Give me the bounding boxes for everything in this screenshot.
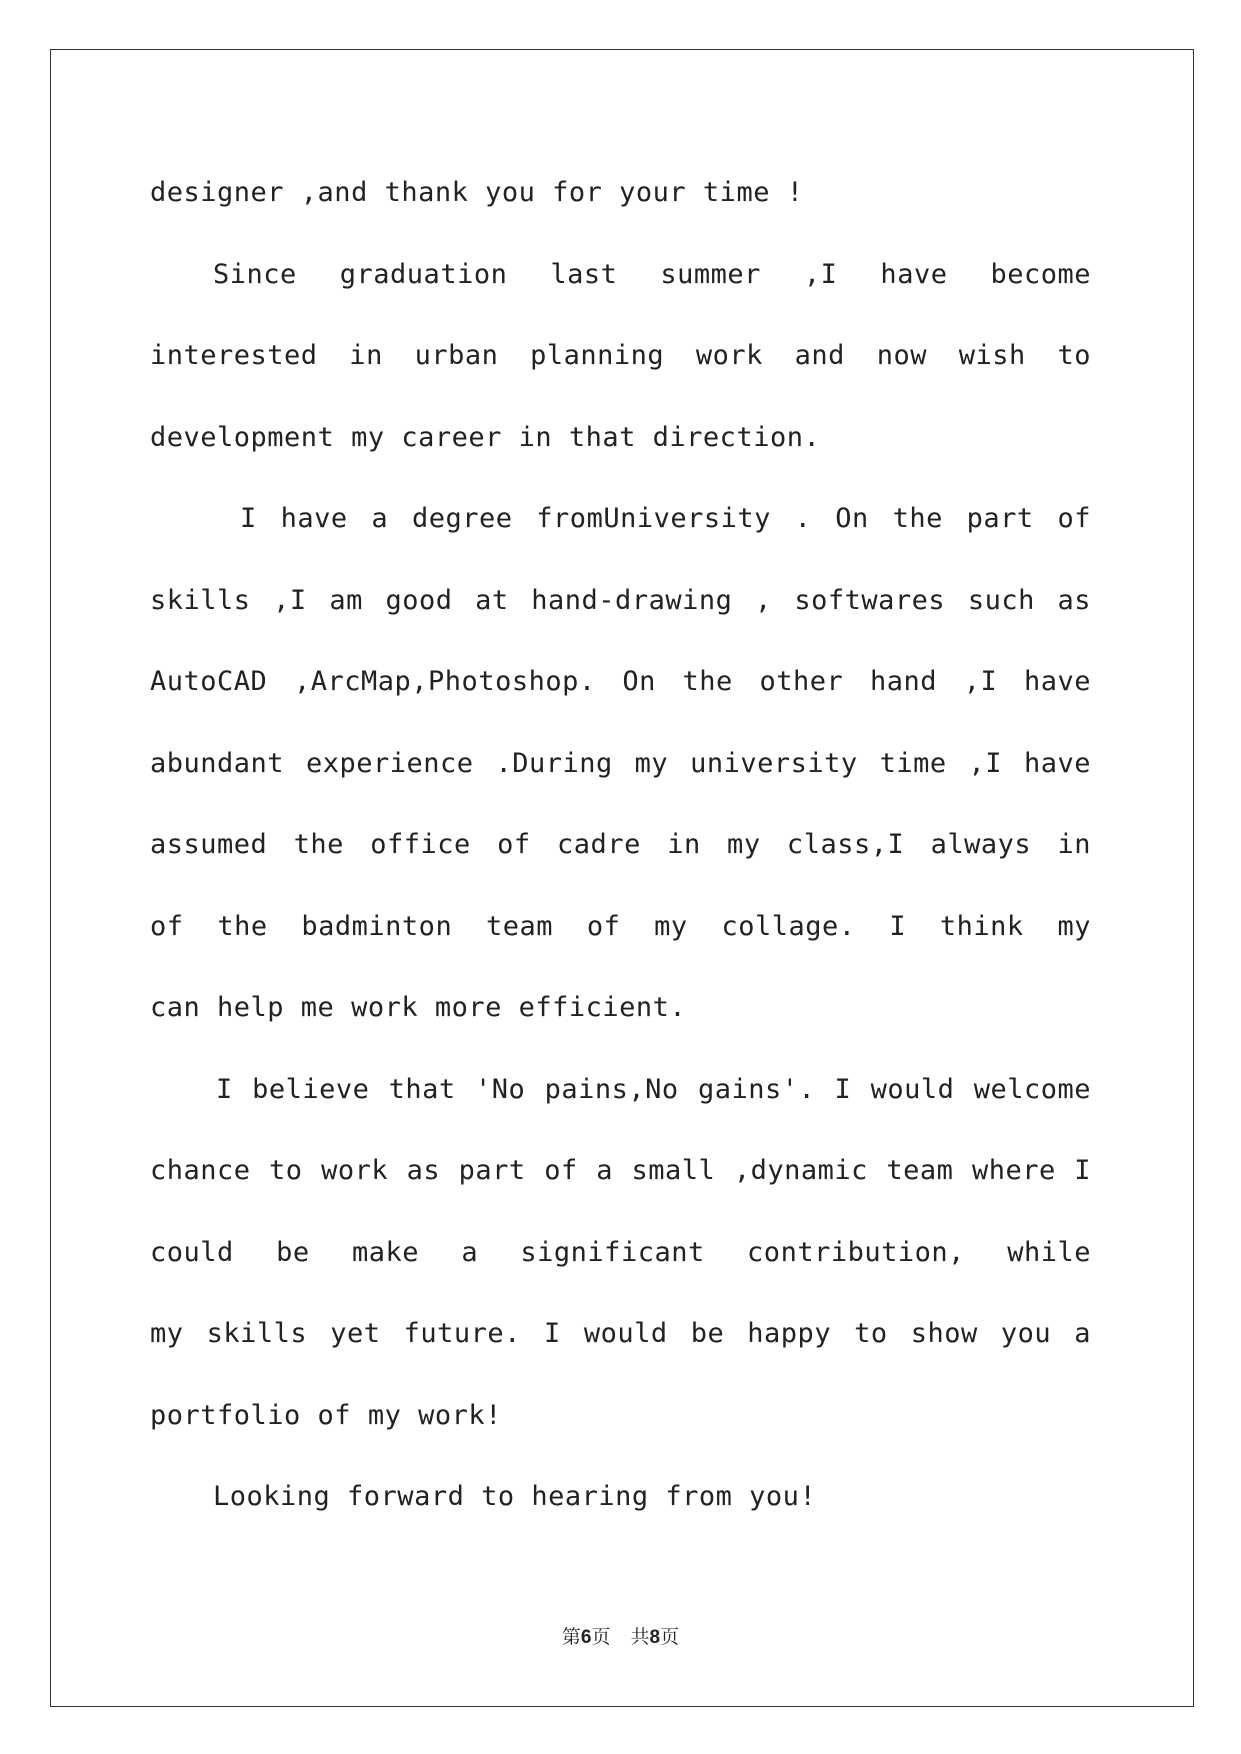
paragraph-start-line: I believe that 'No pains,No gains'. I would welcome: [216, 1073, 1091, 1105]
text-line: abundant experience .During my university time ,I have: [150, 747, 1091, 779]
text-line: development my career in that direction.: [150, 421, 821, 453]
current-page-number: 6: [580, 1627, 592, 1648]
text-line: my skills yet future. I would be happy to show you a: [150, 1318, 1091, 1349]
text-line: AutoCAD ,ArcMap,Photoshop. On the other hand ,I have: [150, 666, 1091, 697]
text-line: of the badminton team of my collage. I think my: [150, 910, 1091, 942]
page-number-label: 第6页: [561, 1626, 611, 1648]
total-page-number: 8: [649, 1627, 661, 1648]
total-pages-label: 共8页: [630, 1626, 680, 1648]
letter-body: [150, 152, 1091, 1538]
paragraph-start-line: Since graduation last summer ,I have become: [213, 258, 1091, 290]
closing-line: Looking forward to hearing from you!: [213, 1481, 817, 1512]
page-footer: [0, 1622, 1241, 1649]
text-line: skills ,I am good at hand-drawing , softwares such as: [150, 584, 1091, 616]
text-line: could be make a significant contribution, while: [150, 1236, 1091, 1268]
paragraph-start-line: I have a degree fromUniversity . On the part of: [240, 503, 1091, 534]
text-line: portfolio of my work!: [150, 1399, 502, 1431]
text-line: can help me work more efficient.: [150, 992, 687, 1023]
text-line: chance to work as part of a small ,dynamic team where I: [150, 1155, 1091, 1186]
text-line: designer ,and thank you for your time !: [150, 177, 804, 208]
text-line: interested in urban planning work and now wish to: [150, 340, 1091, 371]
text-line: assumed the office of cadre in my class,I always in: [150, 829, 1091, 860]
